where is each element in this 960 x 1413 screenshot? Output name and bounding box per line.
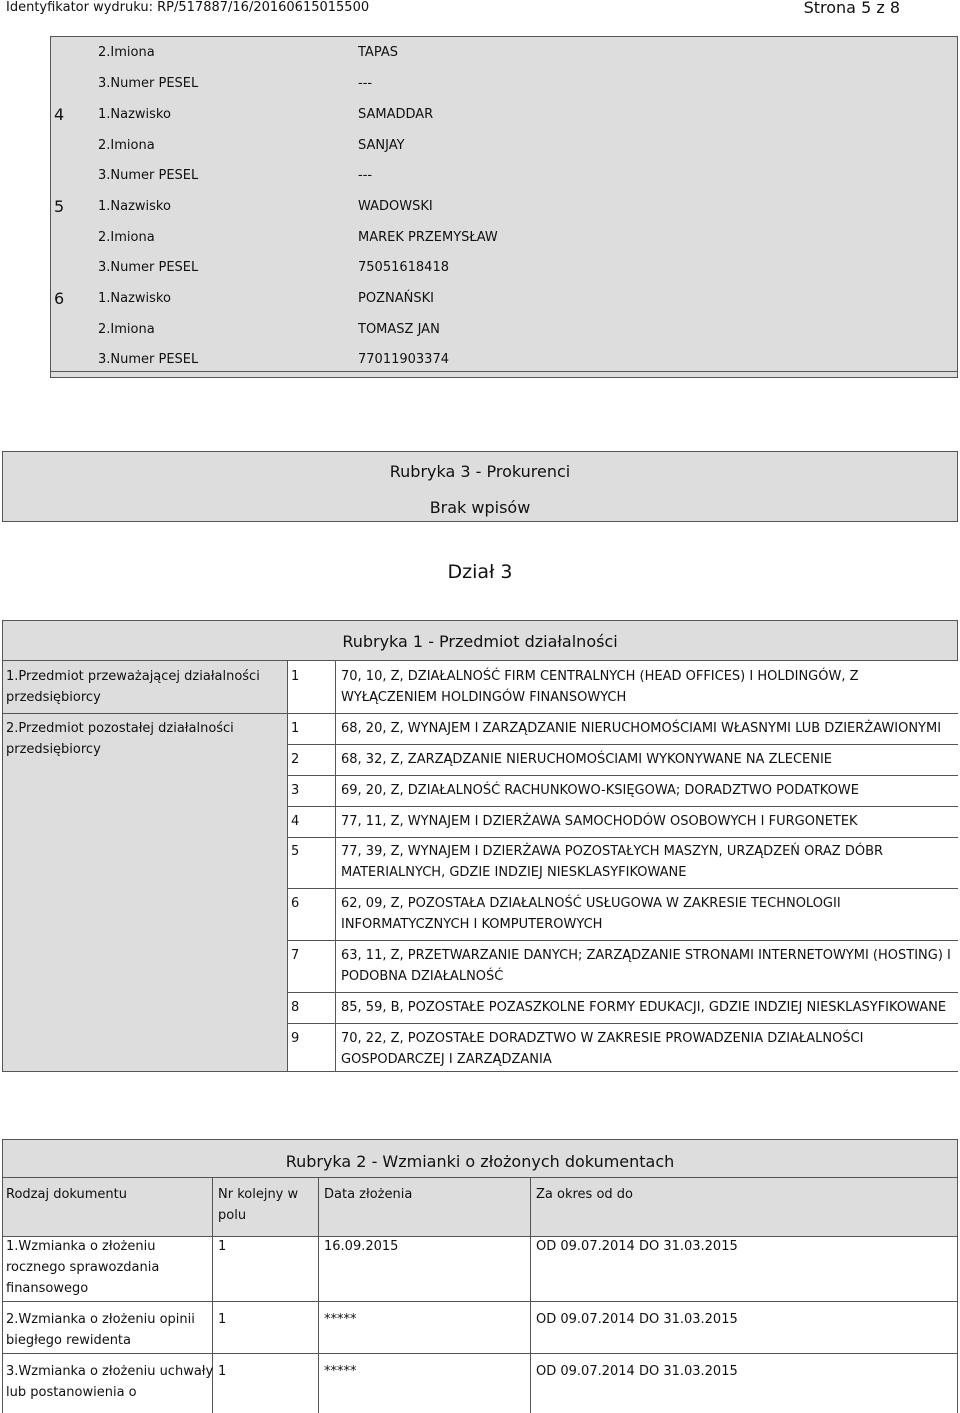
rule: [2, 713, 958, 714]
row-value: WADOWSKI: [358, 199, 433, 214]
activity-text: 70, 22, Z, POZOSTAŁE DORADZTWO W ZAKRESIE PROWADZENIA DZIAŁALNOŚCI GOSPODARCZEJ I ZARZĄDZANIA: [341, 1031, 864, 1067]
row-label: 1.Nazwisko: [98, 291, 171, 306]
activity-number: 9: [291, 1031, 300, 1046]
activity-number: 3: [291, 783, 300, 798]
rule: [287, 744, 958, 745]
rule: [2, 1353, 958, 1354]
document-nr: 1: [218, 1239, 227, 1254]
document-date: *****: [324, 1364, 357, 1379]
row-label: 2.Imiona: [98, 138, 155, 153]
rubryka3-title: Rubryka 3 - Prokurenci: [389, 462, 571, 481]
row-value: TAPAS: [358, 45, 398, 60]
row-label: 3.Numer PESEL: [98, 260, 199, 275]
person-number: 6: [54, 289, 65, 308]
row-value: MAREK PRZEMYSŁAW: [358, 230, 498, 245]
activity-text: 70, 10, Z, DZIAŁALNOŚĆ FIRM CENTRALNYCH (HEAD OFFICES) I HOLDINGÓW, Z WYŁĄCZENIEM HOLDINGÓW FINANSOWYCH: [341, 669, 859, 705]
print-id: Identyfikator wydruku: RP/517887/16/20160615015500: [6, 0, 370, 15]
document-period: OD 09.07.2014 DO 31.03.2015: [536, 1239, 738, 1254]
row-label: 3.Numer PESEL: [98, 76, 199, 91]
activity-number: 4: [291, 814, 300, 829]
rule: [287, 1023, 958, 1024]
row-value: 75051618418: [358, 260, 449, 275]
document-period: OD 09.07.2014 DO 31.03.2015: [536, 1364, 738, 1379]
rule: [2, 1301, 958, 1302]
column-divider: [318, 1177, 319, 1413]
activity-text: 77, 11, Z, WYNAJEM I DZIERŻAWA SAMOCHODÓW OSOBOWYCH I FURGONETEK: [341, 814, 858, 829]
document-type: 2.Wzmianka o złożeniu opinii biegłego rewidenta: [6, 1312, 195, 1348]
document-nr: 1: [218, 1364, 227, 1379]
activity-text: 85, 59, B, POZOSTAŁE POZASZKOLNE FORMY EDUKACJI, GDZIE INDZIEJ NIESKLASYFIKOWANE: [341, 1000, 947, 1015]
rule: [287, 837, 958, 838]
rule: [287, 940, 958, 941]
page-number: Strona 5 z 8: [803, 0, 900, 17]
rule: [287, 992, 958, 993]
row-value: ---: [358, 168, 373, 183]
document-period: OD 09.07.2014 DO 31.03.2015: [536, 1312, 738, 1327]
column-header: Rodzaj dokumentu: [6, 1187, 127, 1202]
document-date: *****: [324, 1312, 357, 1327]
row-label: 2.Imiona: [98, 230, 155, 245]
main-activity-label: 1.Przedmiot przeważającej działalności przedsiębiorcy: [6, 669, 260, 705]
other-activity-label: 2.Przedmiot pozostałej działalności przedsiębiorcy: [6, 721, 234, 757]
activity-text: 68, 20, Z, WYNAJEM I ZARZĄDZANIE NIERUCHOMOŚCIAMI WŁASNYMI LUB DZIERŻAWIONYMI: [341, 721, 942, 736]
activity-text: 62, 09, Z, POZOSTAŁA DZIAŁALNOŚĆ USŁUGOWA W ZAKRESIE TECHNOLOGII INFORMATYCZNYCH I KOMPUTEROWYCH: [341, 896, 841, 932]
row-value: 77011903374: [358, 352, 449, 367]
row-label: 2.Imiona: [98, 45, 155, 60]
rule: [2, 1177, 958, 1178]
rubryka3-note: Brak wpisów: [429, 498, 531, 517]
row-value: TOMASZ JAN: [358, 322, 440, 337]
document-type: 3.Wzmianka o złożeniu uchwały lub postanowienia o: [6, 1364, 214, 1400]
activity-text: 68, 32, Z, ZARZĄDZANIE NIERUCHOMOŚCIAMI WYKONYWANE NA ZLECENIE: [341, 752, 833, 767]
row-label: 1.Nazwisko: [98, 199, 171, 214]
row-label: 2.Imiona: [98, 322, 155, 337]
activity-number: 8: [291, 1000, 300, 1015]
activity-text: 63, 11, Z, PRZETWARZANIE DANYCH; ZARZĄDZANIE STRONAMI INTERNETOWYMI (HOSTING) I PODOBNA DZIAŁALNOŚĆ: [341, 948, 951, 984]
activity-text: 69, 20, Z, DZIAŁALNOŚĆ RACHUNKOWO-KSIĘGOWA; DORADZTWO PODATKOWE: [341, 783, 859, 798]
row-label: 3.Numer PESEL: [98, 168, 199, 183]
rule: [2, 660, 958, 661]
activity-number: 5: [291, 844, 300, 859]
activity-number: 1: [291, 721, 300, 736]
rubryka2-title: Rubryka 2 - Wzmianki o złożonych dokumentach: [285, 1152, 675, 1171]
row-value: SANJAY: [358, 138, 405, 153]
document-nr: 1: [218, 1312, 227, 1327]
column-header: Nr kolejny w polu: [218, 1187, 299, 1223]
person-number: 4: [54, 105, 65, 124]
row-value: POZNAŃSKI: [358, 291, 434, 306]
row-value: ---: [358, 76, 373, 91]
activity-number: 1: [291, 669, 300, 684]
row-label: 1.Nazwisko: [98, 107, 171, 122]
section-title: Dział 3: [447, 561, 513, 583]
activity-number: 7: [291, 948, 300, 963]
document-type: 1.Wzmianka o złożeniu rocznego sprawozdania finansowego: [6, 1239, 160, 1296]
rubryka1-title: Rubryka 1 - Przedmiot działalności: [342, 632, 618, 651]
row-label: 3.Numer PESEL: [98, 352, 199, 367]
rule: [287, 775, 958, 776]
number-column-divider: [335, 660, 336, 1071]
rule: [287, 888, 958, 889]
row-value: SAMADDAR: [358, 107, 434, 122]
persons-bottom-rule-2: [50, 371, 958, 372]
activity-number: 6: [291, 896, 300, 911]
document-date: 16.09.2015: [324, 1239, 399, 1254]
activity-text: 77, 39, Z, WYNAJEM I DZIERŻAWA POZOSTAŁYCH MASZYN, URZĄDZEŃ ORAZ DÓBR MATERIALNYCH, GDZIE INDZIEJ NIESKLASYFIKOWANE: [341, 844, 884, 880]
persons-bottom-rule: [50, 377, 958, 378]
activity-number: 2: [291, 752, 300, 767]
person-number: 5: [54, 197, 65, 216]
column-divider: [530, 1177, 531, 1413]
column-header: Za okres od do: [536, 1187, 633, 1202]
rule: [287, 806, 958, 807]
column-header: Data złożenia: [324, 1187, 413, 1202]
